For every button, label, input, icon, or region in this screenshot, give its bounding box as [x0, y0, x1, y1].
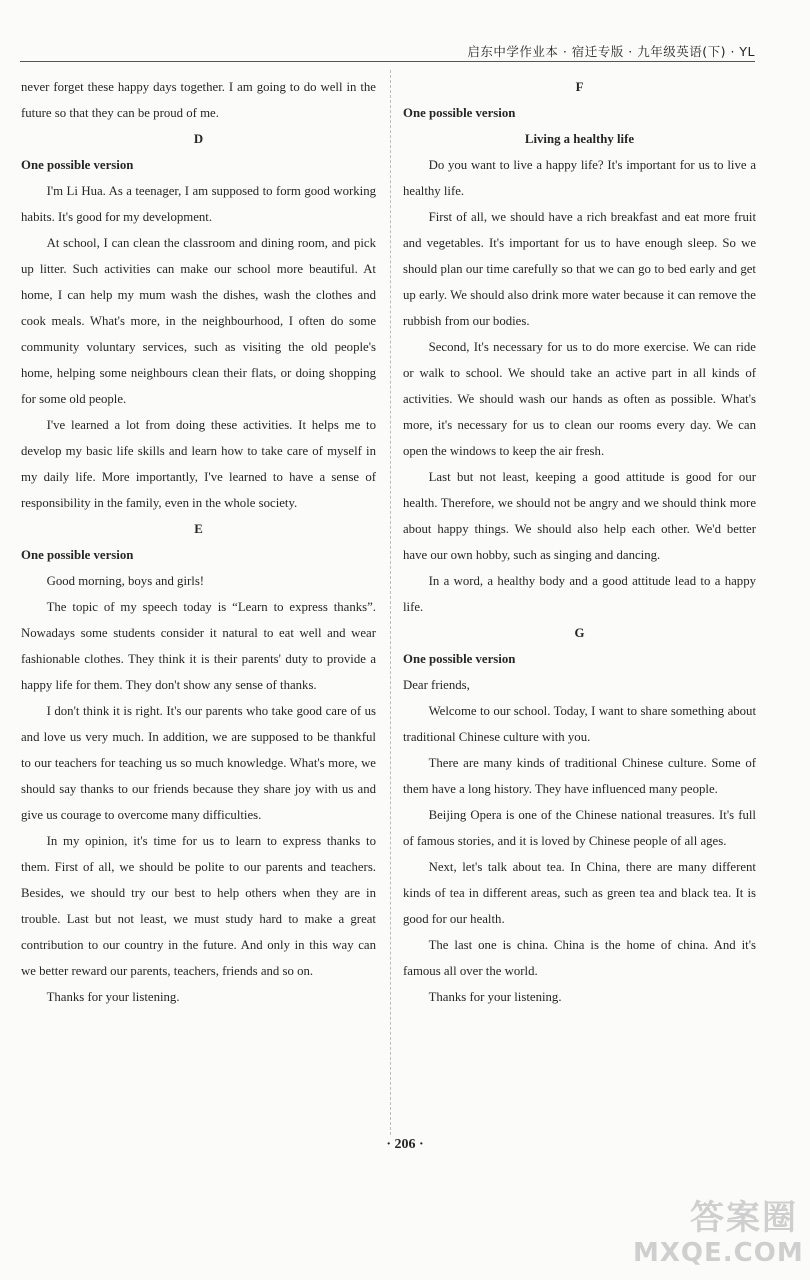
- section-f-paragraph: In a word, a healthy body and a good attitude lead to a happy life.: [403, 574, 756, 614]
- column-divider: [390, 70, 391, 1135]
- right-column: [403, 74, 756, 1010]
- section-g-letter: G: [574, 626, 585, 640]
- running-header: 启东中学作业本 · 宿迁专版 · 九年级英语(下) · YL: [467, 44, 755, 59]
- section-f-paragraph: First of all, we should have a rich breakfast and eat more fruit and vegetables. It's important for us to have enough sleep. So we should plan our time carefully so that we can go to bed early and get up early. We should also drink more water because it can remove the rubbish from our bodies.: [403, 210, 756, 328]
- section-e-letter: E: [194, 522, 203, 536]
- continued-paragraph: never forget these happy days together. I am going to do well in the future so that they can be proud of me.: [21, 80, 376, 120]
- section-d-letter: D: [193, 132, 204, 146]
- section-g-salutation: Dear friends,: [403, 678, 470, 692]
- header-rule: [20, 61, 755, 62]
- watermark-logo: [633, 1198, 804, 1276]
- section-e-paragraph: Good morning, boys and girls!: [46, 574, 205, 588]
- left-column: [21, 74, 376, 1010]
- section-g-version: One possible version: [403, 652, 516, 666]
- watermark-logo-text: 答案圈: [690, 1198, 798, 1238]
- section-g-paragraph: Next, let's talk about tea. In China, there are many different kinds of tea in different areas, such as green tea and black tea. It is good for our health.: [403, 860, 756, 926]
- watermark-url: MXQE.COM: [633, 1238, 804, 1268]
- section-d-paragraph: I'm Li Hua. As a teenager, I am supposed to form good working habits. It's good for my development.: [21, 184, 376, 224]
- section-g-paragraph: The last one is china. China is the home of china. And it's famous all over the world.: [403, 938, 756, 978]
- section-e-paragraph: In my opinion, it's time for us to learn to express thanks to them. First of all, we should be polite to our parents and teachers. Besides, we should try our best to help others when they are in trouble. Last but not least, we must study hard to make a great contribution to our country in the future. And only in this way can we better reward our parents, teachers, friends and so on.: [21, 834, 376, 978]
- section-f-title: Living a healthy life: [524, 132, 635, 146]
- section-f-paragraph: Last but not least, keeping a good attitude is good for our health. Therefore, we should not be angry and we should think more about happy things. We should also help each other. We'd better have our own hobby, such as singing and dancing.: [403, 470, 756, 562]
- section-g-paragraph: There are many kinds of traditional Chinese culture. Some of them have a long history. They have influenced many people.: [403, 756, 756, 796]
- section-f-letter: F: [575, 80, 584, 94]
- section-g-paragraph: Beijing Opera is one of the Chinese national treasures. It's full of famous stories, and it is loved by Chinese people of all ages.: [403, 808, 756, 848]
- section-d-version: One possible version: [21, 158, 134, 172]
- section-d-paragraph: At school, I can clean the classroom and dining room, and pick up litter. Such activities can make our school more beautiful. At home, I can help my mum wash the dishes, wash the clothes and cook meals. What's more, in the neighbourhood, I often do some community voluntary services, such as visiting the old people's home, helping some neighbours clean their flats, or doing shopping for some old people.: [21, 236, 376, 406]
- section-f-version: One possible version: [403, 106, 516, 120]
- section-e-paragraph: I don't think it is right. It's our parents who take good care of us and love us very much. In addition, we are supposed to be thankful to our teachers for teaching us so much knowledge. What's more, we should say thanks to our friends because they share joy with us and give us courage to overcome many difficulties.: [21, 704, 376, 822]
- section-e-paragraph: Thanks for your listening.: [46, 990, 180, 1004]
- page-number: · 206 ·: [386, 1137, 424, 1152]
- section-f-paragraph: Do you want to live a happy life? It's important for us to live a healthy life.: [403, 158, 756, 198]
- section-g-paragraph: Welcome to our school. Today, I want to share something about traditional Chinese culture with you.: [403, 704, 756, 744]
- section-f-paragraph: Second, It's necessary for us to do more exercise. We can ride or walk to school. We should take an active part in all kinds of activities. We should wash our hands as often as possible. What's more, it's necessary for us to clean our rooms every day. We can open the windows to keep the air fresh.: [403, 340, 756, 458]
- section-e-paragraph: The topic of my speech today is “Learn to express thanks”. Nowadays some students consider it natural to eat well and wear fashionable clothes. They think it is their parents' duty to provide a happy life for them. They don't show any sense of thanks.: [21, 600, 376, 692]
- section-g-paragraph: Thanks for your listening.: [428, 990, 562, 1004]
- section-e-version: One possible version: [21, 548, 134, 562]
- section-d-paragraph: I've learned a lot from doing these activities. It helps me to develop my basic life skills and learn how to take care of myself in my daily life. More importantly, I've learned to have a sense of responsibility in the family, even in the whole society.: [21, 418, 376, 510]
